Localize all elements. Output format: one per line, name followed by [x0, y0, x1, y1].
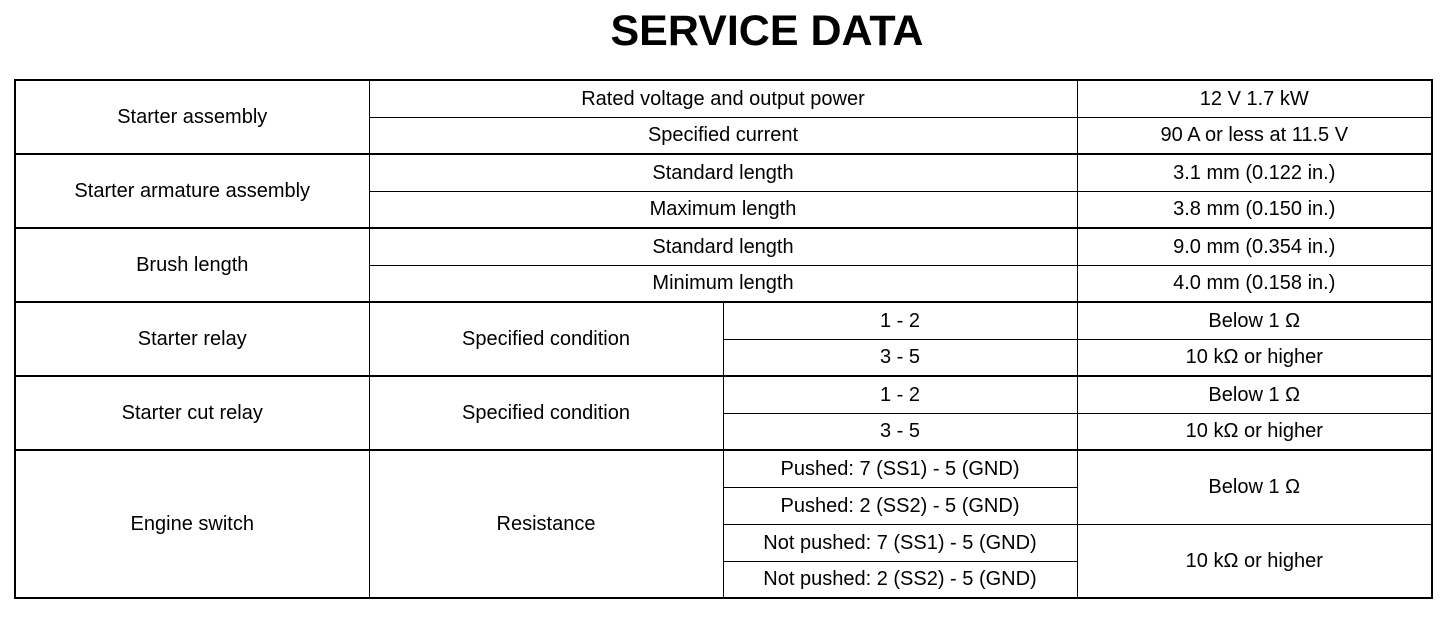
terminal-cell: Not pushed: 7 (SS1) - 5 (GND): [723, 524, 1077, 561]
value-cell: 10 kΩ or higher: [1077, 413, 1432, 450]
value-cell: 10 kΩ or higher: [1077, 339, 1432, 376]
table-row: [15, 80, 1432, 117]
condition-cell: Specified condition: [369, 302, 723, 376]
terminal-cell: Pushed: 2 (SS2) - 5 (GND): [723, 487, 1077, 524]
row-label-brush-length: Brush length: [15, 228, 369, 302]
row-label-starter-assembly: Starter assembly: [15, 80, 369, 154]
table-row: [15, 376, 1432, 413]
row-label-armature: Starter armature assembly: [15, 154, 369, 228]
value-cell: Below 1 Ω: [1077, 302, 1432, 339]
table-row: [15, 154, 1432, 191]
value-cell: 9.0 mm (0.354 in.): [1077, 228, 1432, 265]
page-title: SERVICE DATA: [610, 7, 924, 55]
service-data-table: [14, 79, 1433, 599]
terminal-cell: Pushed: 7 (SS1) - 5 (GND): [723, 450, 1077, 487]
condition-cell: Resistance: [369, 450, 723, 598]
value-cell: 12 V 1.7 kW: [1077, 80, 1432, 117]
table-row: [15, 450, 1432, 487]
spec-cell: Rated voltage and output power: [369, 80, 1077, 117]
value-cell: 90 A or less at 11.5 V: [1077, 117, 1432, 154]
terminal-cell: 3 - 5: [723, 339, 1077, 376]
terminal-cell: 1 - 2: [723, 376, 1077, 413]
spec-cell: Standard length: [369, 228, 1077, 265]
table-row: [15, 302, 1432, 339]
spec-cell: Specified current: [369, 117, 1077, 154]
value-cell: Below 1 Ω: [1077, 376, 1432, 413]
terminal-cell: 3 - 5: [723, 413, 1077, 450]
row-label-starter-cut-relay: Starter cut relay: [15, 376, 369, 450]
spec-cell: Maximum length: [369, 191, 1077, 228]
spec-cell: Minimum length: [369, 265, 1077, 302]
table-row: [15, 228, 1432, 265]
value-cell: 3.8 mm (0.150 in.): [1077, 191, 1432, 228]
value-cell: 3.1 mm (0.122 in.): [1077, 154, 1432, 191]
value-cell: Below 1 Ω: [1077, 450, 1432, 524]
row-label-starter-relay: Starter relay: [15, 302, 369, 376]
terminal-cell: 1 - 2: [723, 302, 1077, 339]
spec-cell: Standard length: [369, 154, 1077, 191]
value-cell: 4.0 mm (0.158 in.): [1077, 265, 1432, 302]
terminal-cell: Not pushed: 2 (SS2) - 5 (GND): [723, 561, 1077, 598]
value-cell: 10 kΩ or higher: [1077, 524, 1432, 598]
condition-cell: Specified condition: [369, 376, 723, 450]
row-label-engine-switch: Engine switch: [15, 450, 369, 598]
